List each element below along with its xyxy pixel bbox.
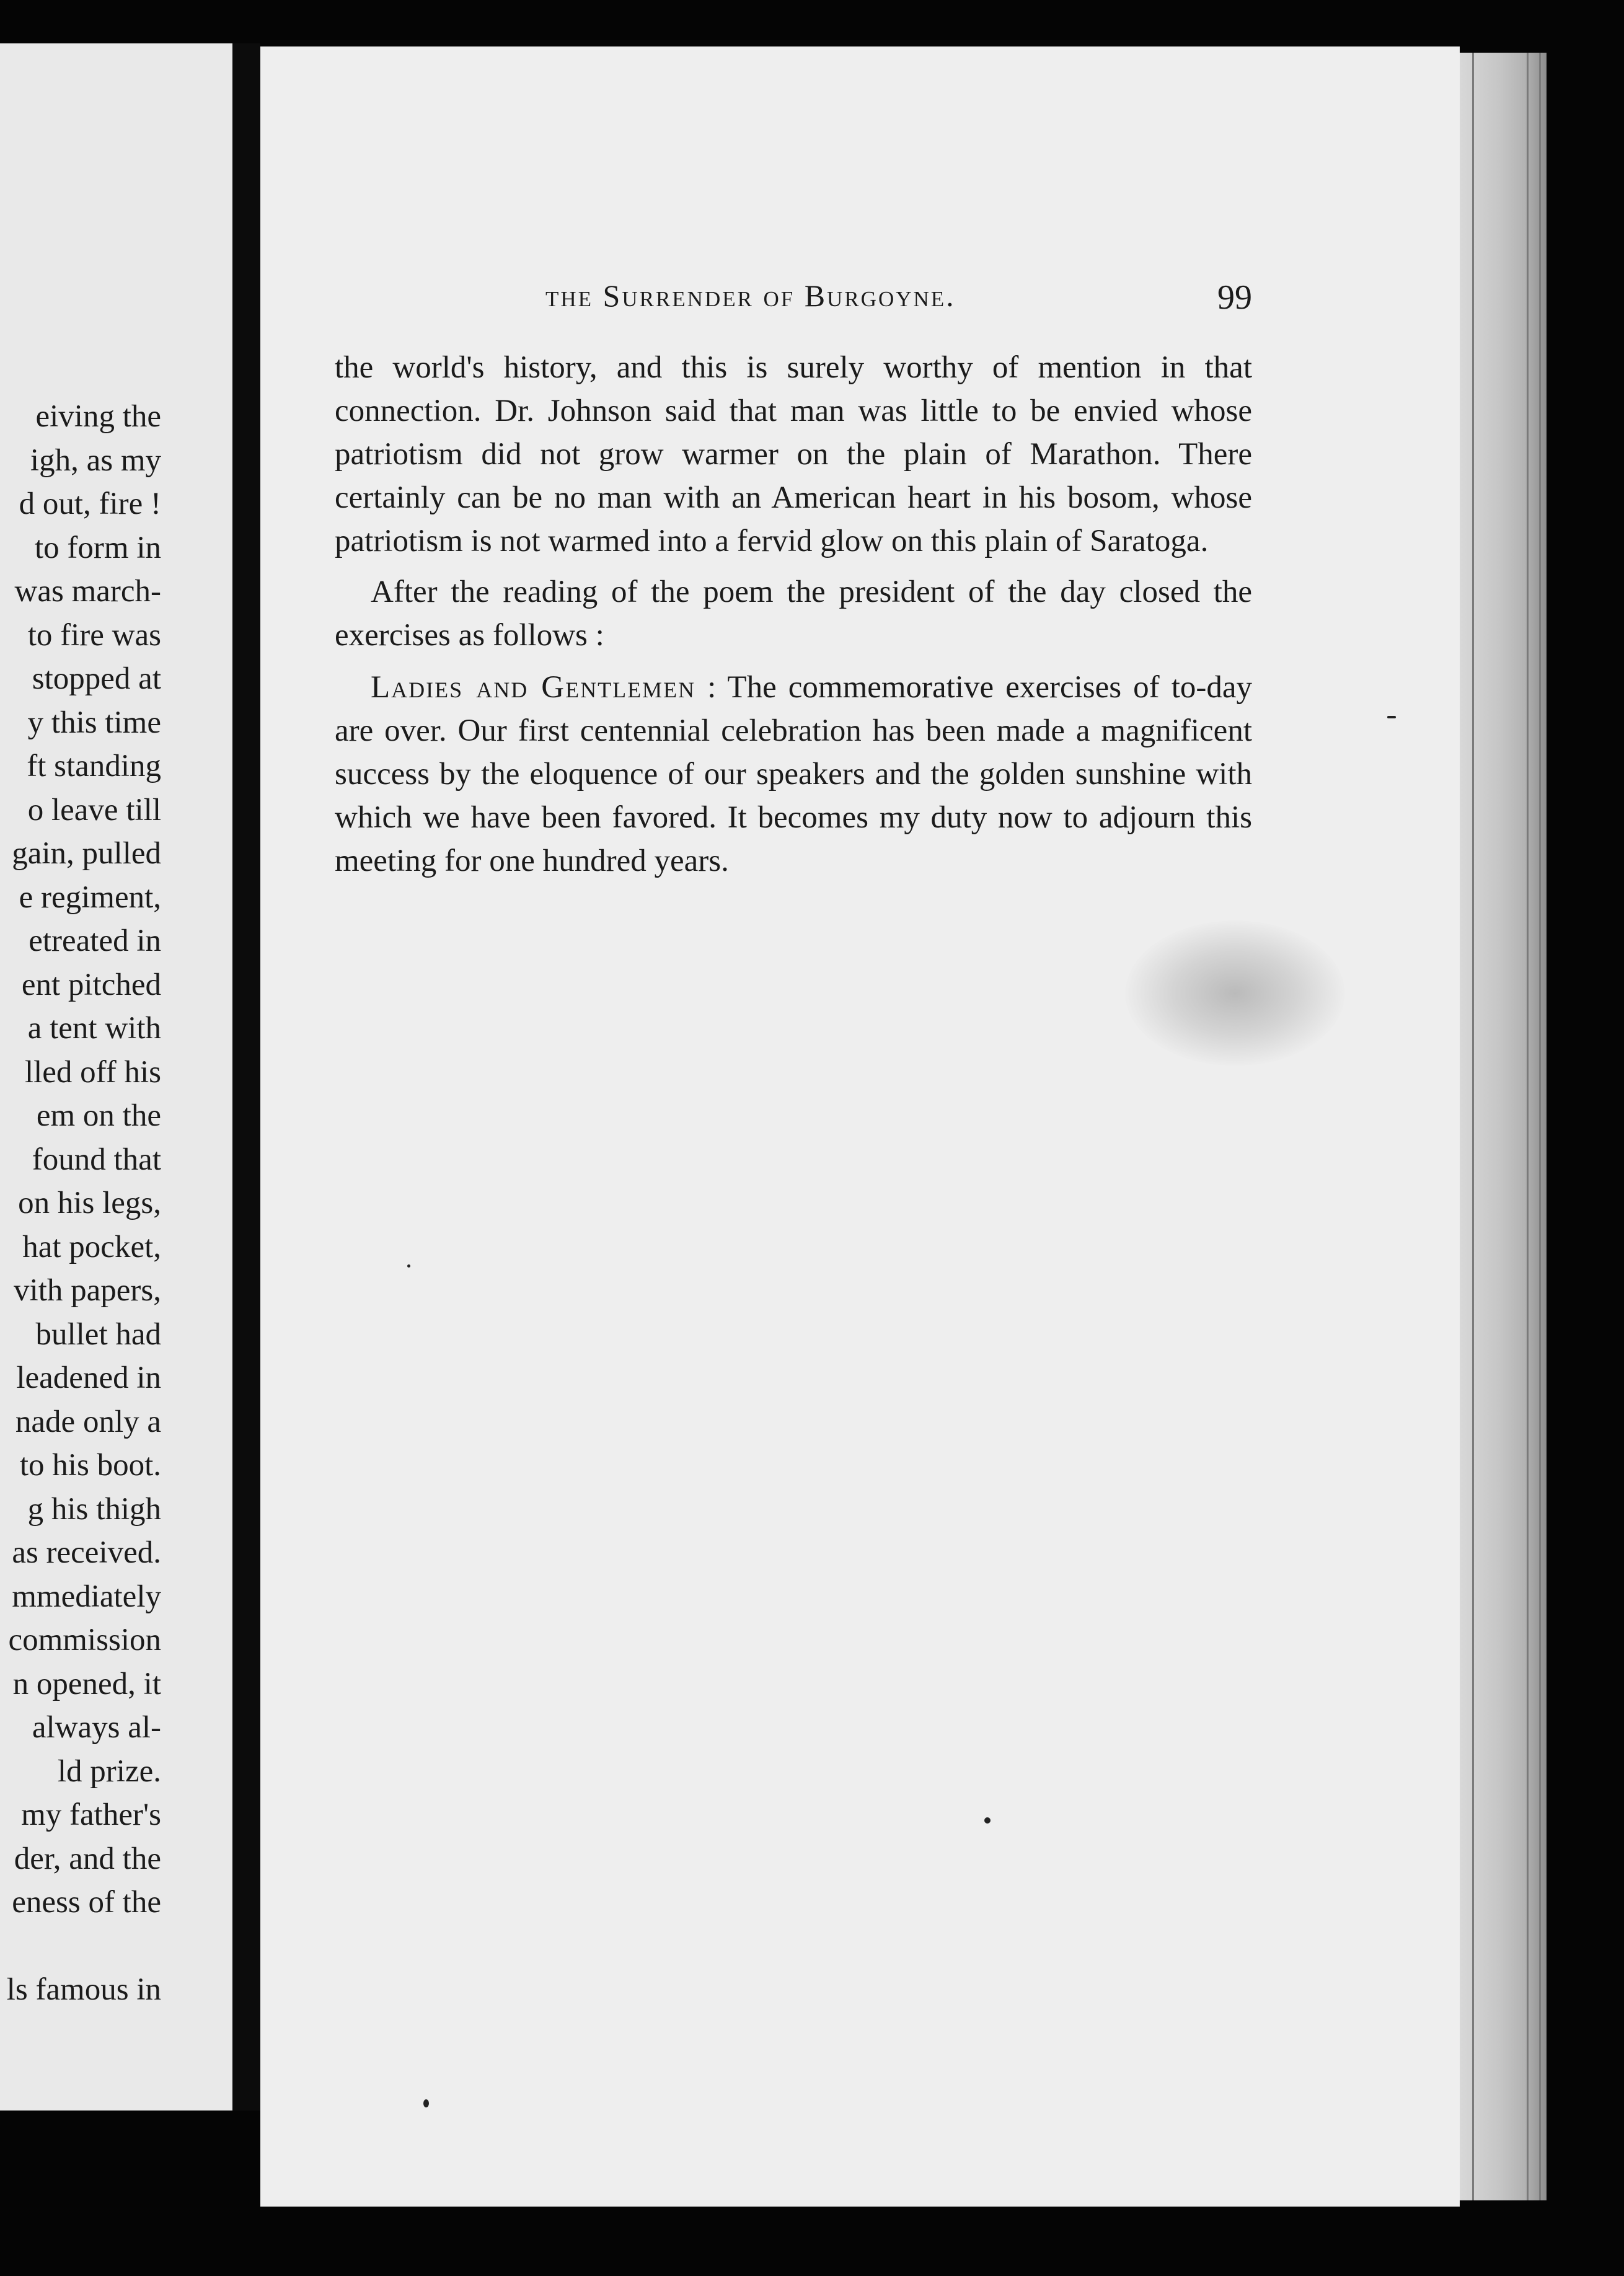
body-text	[335, 346, 1252, 883]
left-page-line: to his boot.	[19, 1448, 161, 1483]
paper-stain	[1125, 920, 1345, 1066]
left-page-line: mmediately	[12, 1579, 161, 1614]
left-page-line: d out, fire !	[19, 487, 161, 521]
left-page-line: my father's	[21, 1797, 161, 1832]
book-gutter	[232, 43, 260, 2111]
left-page-line: igh, as my	[30, 443, 161, 478]
left-page-line: e regiment,	[19, 880, 161, 915]
left-page-line: to fire was	[27, 617, 161, 653]
left-page-line: vith papers,	[14, 1273, 161, 1308]
running-title: the Surrender of Burgoyne.	[545, 278, 956, 313]
left-page-line: ft standing	[27, 749, 161, 783]
left-page-line: as received.	[12, 1535, 161, 1570]
left-page-line: on his legs,	[18, 1186, 161, 1220]
left-page-line: a tent with	[27, 1011, 161, 1046]
left-page-text	[7, 395, 161, 2012]
left-page-line: leadened in	[16, 1361, 161, 1395]
left-page-line: ld prize.	[57, 1753, 161, 1789]
paragraph-closing: After the reading of the poem the president of the day closed the exercises as follows :	[335, 575, 1252, 653]
left-page-line: was march-	[14, 574, 161, 609]
ink-speck	[407, 1264, 410, 1268]
left-facing-page	[0, 43, 232, 2111]
left-page-line: eiving the	[35, 399, 161, 434]
address-paragraph	[335, 666, 1252, 883]
left-page-line: o leave till	[27, 792, 161, 827]
address-text: : The commemorative exercises of to-day are over. Our first centennial celebration has been made a magnificent success by the eloquence of our speakers and the golden sunshine with which we have been favored. It becomes my duty now to adjourn this meeting for one hundred years.	[335, 670, 1253, 878]
left-page-line: y this time	[27, 705, 161, 740]
left-page-line: der, and the	[14, 1841, 161, 1876]
ink-speck	[1387, 716, 1396, 718]
ink-speck	[423, 2099, 429, 2107]
left-page-line: always al-	[32, 1710, 161, 1745]
left-page-line: hat pocket,	[22, 1229, 161, 1264]
left-page-line: gain, pulled	[12, 836, 161, 871]
left-page-line: eness of the	[12, 1885, 161, 1920]
left-page-line: lled off his	[24, 1054, 161, 1090]
left-page-line: n opened, it	[12, 1666, 161, 1701]
running-head	[335, 278, 1252, 321]
left-page-line: em on the	[36, 1098, 161, 1133]
left-page-line: stopped at	[32, 661, 161, 696]
left-page-line: bullet had	[35, 1317, 161, 1352]
left-page-line: etreated in	[29, 924, 161, 958]
page-number: 99	[1217, 278, 1252, 317]
paragraph-continued: the world's history, and this is surely worthy of mention in that connection. Dr. Johnson said that man was little to be envied whose patriotism did not grow warmer on the plain of Marathon. There certainly can be no man with an American heart in his bosom, whose patriotism is not warmed into a fervid glow on this plain of Saratoga.	[335, 350, 1252, 558]
left-page-line: commission	[8, 1623, 161, 1657]
page-edges	[1460, 53, 1547, 2200]
left-page-line: g his thigh	[27, 1491, 161, 1527]
left-page-line: to form in	[35, 530, 161, 565]
left-page-line	[7, 1925, 161, 1969]
left-page-line: nade only a	[15, 1404, 161, 1439]
left-page-line: ls famous in	[6, 1972, 161, 2007]
ink-speck	[984, 1817, 991, 1824]
left-page-line: ent pitched	[21, 967, 161, 1002]
address-salutation: Ladies and Gentlemen	[371, 670, 696, 705]
left-page-line: found that	[32, 1142, 161, 1177]
